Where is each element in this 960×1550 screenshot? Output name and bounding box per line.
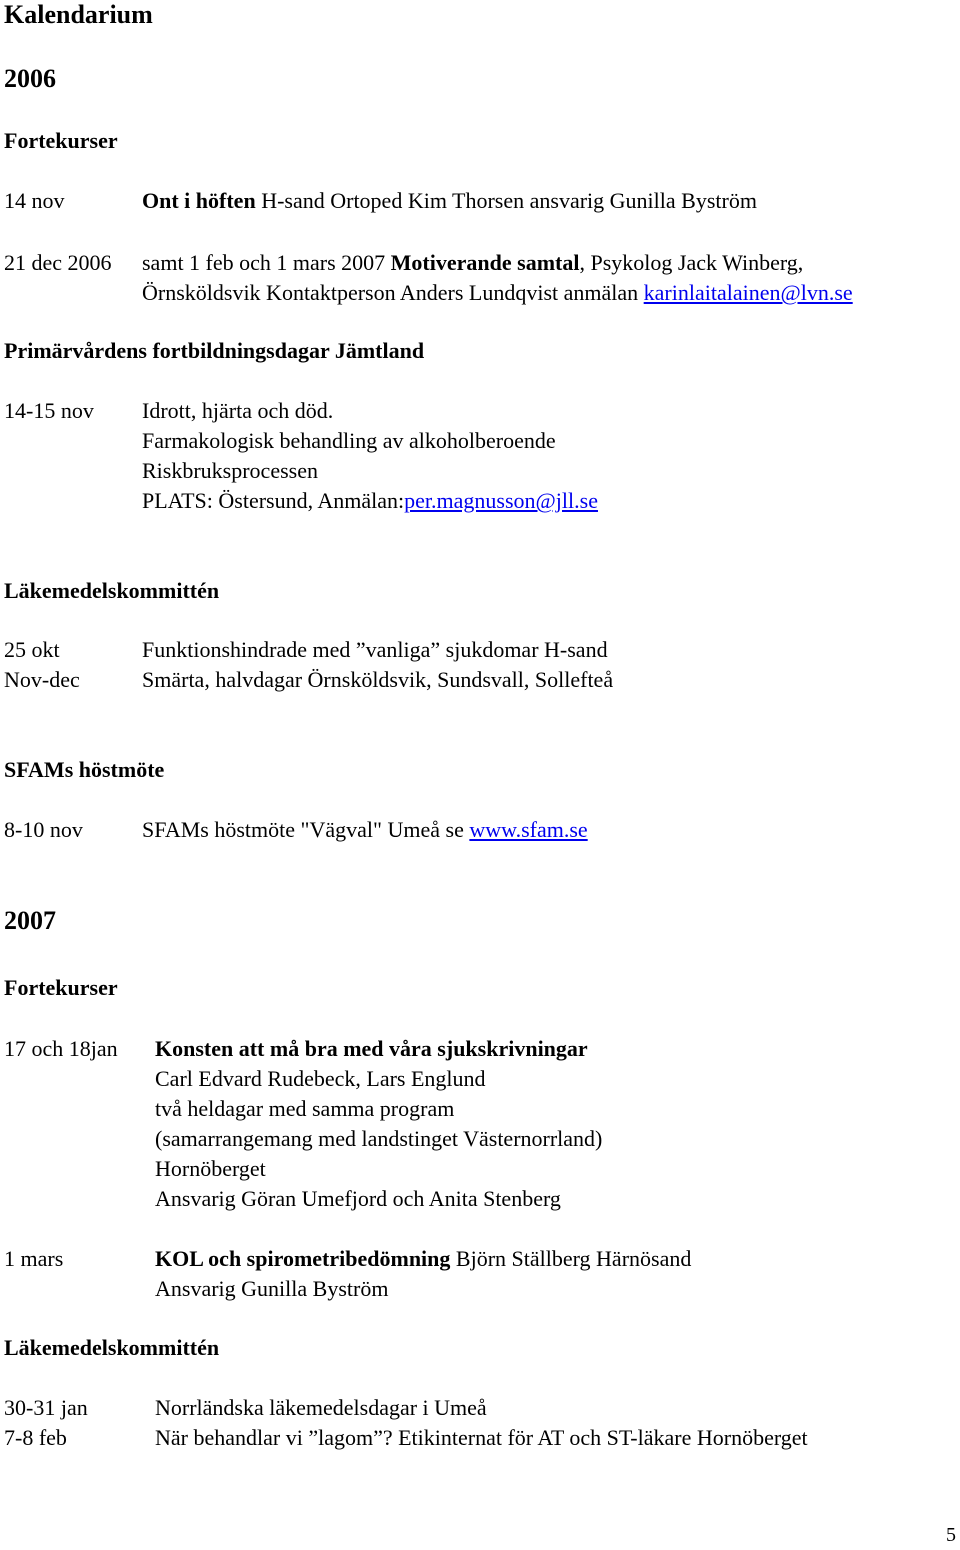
event-contact-text: Örnsköldsvik Kontaktperson Anders Lundqvist anmälan	[142, 280, 644, 305]
event-description: Norrländska läkemedelsdagar i Umeå	[155, 1395, 487, 1420]
section-heading-fortekurser-2007: Fortekurser	[4, 975, 118, 1000]
event-date: 8-10 nov	[4, 817, 83, 842]
event-date: 25 okt	[4, 637, 60, 662]
event-description	[142, 186, 757, 216]
event-date: 7-8 feb	[4, 1425, 67, 1450]
page-title: Kalendarium	[4, 0, 153, 29]
event-pre: samt 1 feb och 1 mars 2007	[142, 250, 391, 275]
event-contact-line	[142, 278, 853, 308]
event-description	[142, 815, 588, 845]
event-date: 21 dec 2006	[4, 250, 112, 275]
event-date: Nov-dec	[4, 667, 80, 692]
email-link[interactable]: per.magnusson@jll.se	[404, 488, 598, 513]
event-description	[155, 1244, 691, 1274]
event-title: KOL och spirometribedömning	[155, 1246, 451, 1271]
event-date: 17 och 18jan	[4, 1036, 118, 1061]
event-location: PLATS: Östersund, Anmälan:	[142, 488, 405, 513]
event-description: Smärta, halvdagar Örnsköldsvik, Sundsvall, Sollefteå	[142, 667, 614, 692]
event-line: Farmakologisk behandling av alkoholberoende	[142, 428, 556, 453]
event-line: Hornöberget	[155, 1156, 266, 1181]
event-line: Carl Edvard Rudebeck, Lars Englund	[155, 1066, 486, 1091]
event-date: 14-15 nov	[4, 398, 94, 423]
page-number: 5	[946, 1524, 956, 1546]
event-line: Idrott, hjärta och död.	[142, 398, 334, 423]
event-title: Motiverande samtal	[390, 250, 580, 275]
email-link[interactable]: karinlaitalainen@lvn.se	[643, 280, 853, 305]
section-heading-sfam: SFAMs höstmöte	[4, 757, 165, 782]
event-description: Funktionshindrade med ”vanliga” sjukdomar H-sand	[142, 637, 608, 662]
event-date: 30-31 jan	[4, 1395, 88, 1420]
year-heading-2006: 2006	[4, 64, 56, 93]
event-date: 1 mars	[4, 1246, 64, 1271]
event-line: Ansvarig Gunilla Byström	[155, 1276, 389, 1301]
event-line: (samarrangemang med landstinget Västernorrland)	[155, 1126, 603, 1151]
section-heading-lakemedel-2006: Läkemedelskommittén	[4, 578, 220, 603]
event-title: Ont i höften	[142, 188, 256, 213]
event-line: Ansvarig Göran Umefjord och Anita Stenberg	[155, 1186, 561, 1211]
website-link[interactable]: www.sfam.se	[469, 817, 588, 842]
year-heading-2007: 2007	[4, 906, 56, 935]
event-description: När behandlar vi ”lagom”? Etikinternat för AT och ST-läkare Hornöberget	[155, 1425, 808, 1450]
section-heading-jamtland: Primärvårdens fortbildningsdagar Jämtland	[4, 338, 425, 363]
event-line: Riskbruksprocessen	[142, 458, 318, 483]
section-heading-lakemedel-2007: Läkemedelskommittén	[4, 1335, 220, 1360]
event-date: 14 nov	[4, 188, 65, 213]
section-heading-fortekurser-2006: Fortekurser	[4, 128, 118, 153]
event-title: Konsten att må bra med våra sjukskrivningar	[155, 1036, 588, 1061]
event-post: , Psykolog Jack Winberg,	[579, 250, 804, 275]
event-description	[142, 248, 803, 278]
event-details: Björn Ställberg Härnösand	[450, 1246, 692, 1271]
event-text: SFAMs höstmöte "Vägval" Umeå se	[142, 817, 470, 842]
event-details: H-sand Ortoped Kim Thorsen ansvarig Gunilla Byström	[255, 188, 757, 213]
event-location-line	[142, 486, 598, 516]
event-line: två heldagar med samma program	[155, 1096, 455, 1121]
